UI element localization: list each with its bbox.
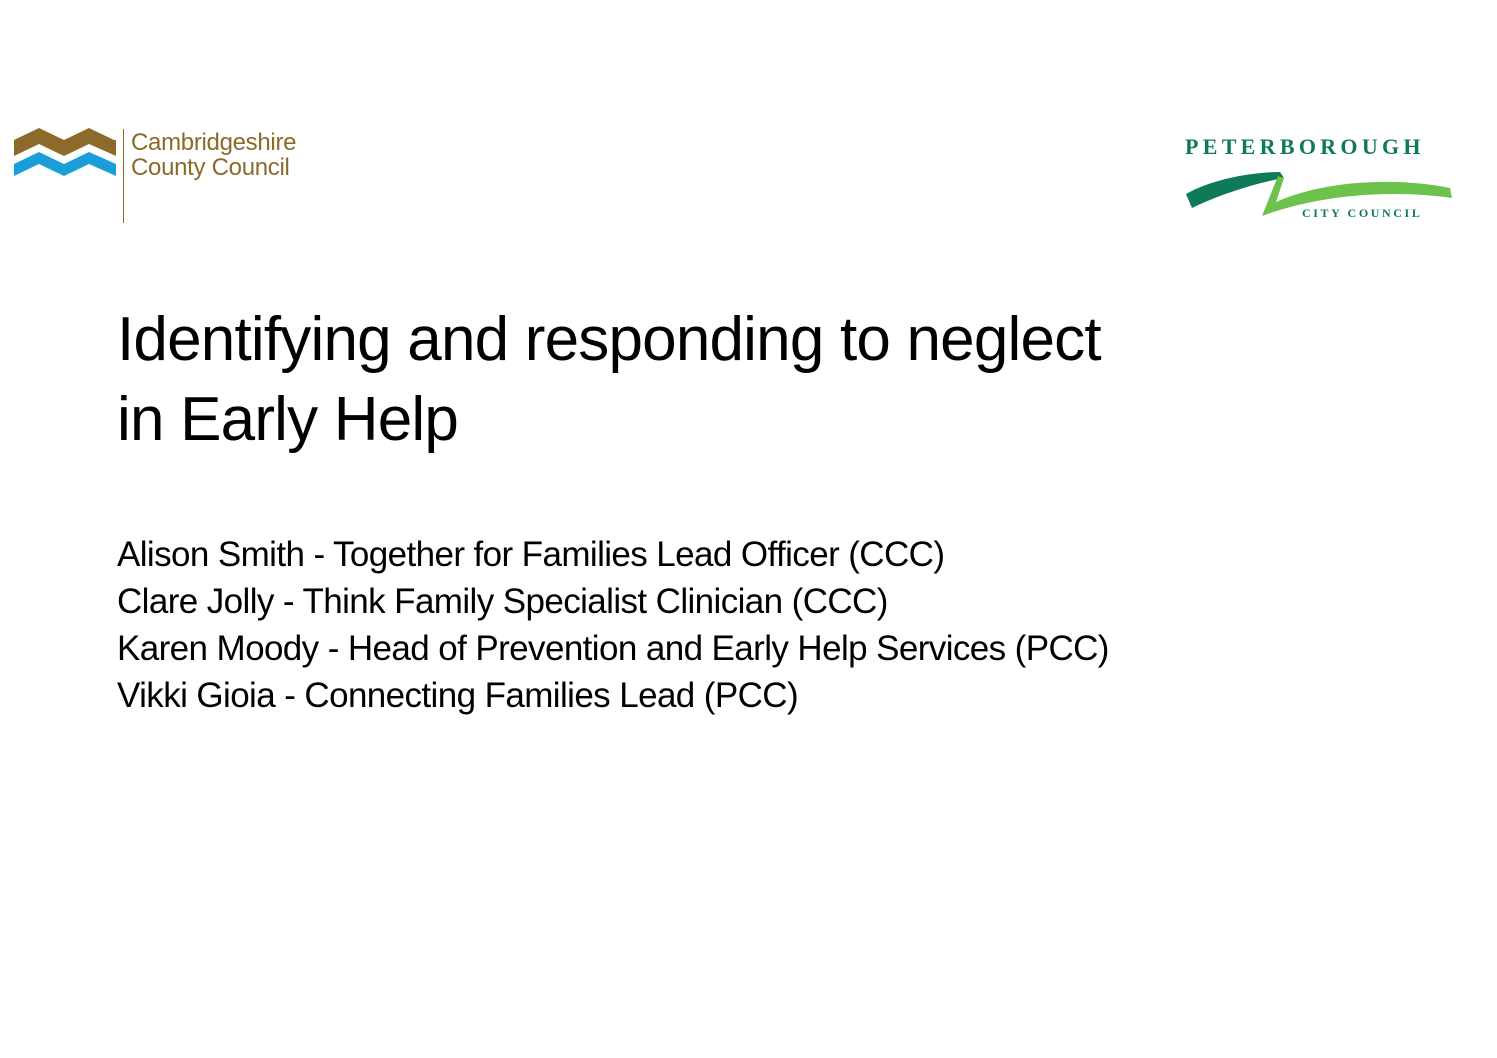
author-item: Alison Smith - Together for Families Lead Officer (CCC): [117, 535, 945, 574]
cambridgeshire-logo-line1: Cambridgeshire: [131, 129, 297, 156]
slide-title: [117, 300, 1101, 460]
title-line-2: in Early Help: [117, 385, 459, 454]
title-line-1: Identifying and responding to neglect: [117, 305, 1101, 374]
peterborough-logo-line1: PETERBOROUGH: [1185, 134, 1425, 159]
cambridgeshire-logo-line2: County Council: [131, 154, 290, 181]
author-item: Clare Jolly - Think Family Specialist Clinician (CCC): [117, 582, 888, 621]
peterborough-logo-line2: CITY COUNCIL: [1302, 206, 1423, 220]
author-item: Vikki Gioia - Connecting Families Lead (PCC): [117, 676, 799, 715]
peterborough-logo: [1180, 132, 1460, 227]
logo-divider: [123, 129, 124, 223]
author-list: [117, 531, 1109, 719]
author-item: Karen Moody - Head of Prevention and Early Help Services (PCC): [117, 629, 1109, 668]
